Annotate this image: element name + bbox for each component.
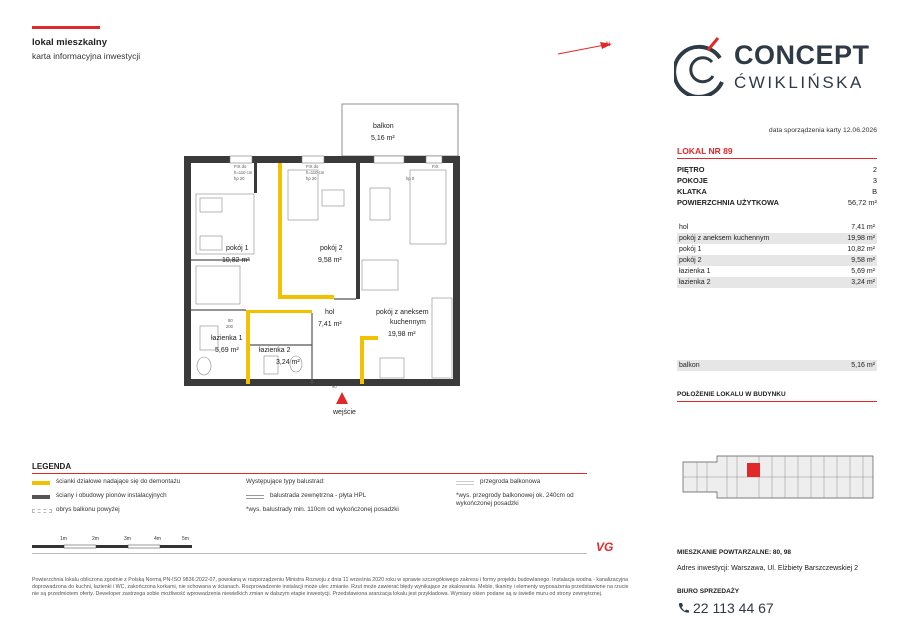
room-label: łazienka 2: [259, 347, 291, 354]
legend-swatch-railing: [246, 495, 264, 499]
legend-swatch-outline: [32, 509, 52, 513]
room-area: 19,98 m²: [388, 331, 416, 338]
window-note: hp 20: [234, 176, 245, 181]
header-accent-bar: [32, 26, 100, 29]
window-note: hp 20: [306, 176, 317, 181]
room-label: hol: [325, 309, 335, 316]
document-title: lokal mieszkalny: [32, 37, 107, 48]
phone-icon: [678, 602, 689, 614]
legend-item: Występujące typy balustrad:: [246, 478, 325, 485]
door-dimension: 200: [226, 324, 233, 329]
repeating-units: MIESZKANIE POWTARZALNE: 80, 98: [677, 549, 792, 556]
scale-label: 1m: [60, 536, 67, 542]
partition-wall: [278, 163, 282, 299]
svg-text:N: N: [606, 42, 611, 48]
vg-logo: VG: [596, 540, 614, 554]
window-note: FIX: [432, 164, 439, 169]
scale-label: 5m: [182, 536, 189, 542]
window-note: FIX do: [234, 164, 247, 169]
sofa: [410, 170, 446, 244]
partition-wall: [360, 336, 364, 384]
door-dimension: 90: [332, 384, 337, 389]
wardrobe: [196, 266, 240, 304]
entrance-label: wejście: [333, 409, 356, 416]
scale-label: 3m: [124, 536, 131, 542]
legend-item: obrys balkonu powyżej: [56, 506, 120, 513]
divider: [677, 401, 877, 402]
scale-label: 4m: [154, 536, 161, 542]
list-item: łazienka 2 3,24 m²: [679, 279, 875, 286]
room-label: balkon: [373, 123, 394, 130]
sales-office-title: BIURO SPRZEDAŻY: [677, 588, 740, 595]
balcony-outline: [342, 104, 458, 156]
door-dimension: 80: [228, 318, 233, 323]
list-item: hol 7,41 m²: [679, 224, 875, 231]
logo-word-concept: CONCEPT: [734, 40, 870, 70]
wall-interior: [254, 163, 257, 193]
sales-phone-number[interactable]: 22 113 44 67: [693, 600, 774, 616]
legend-item: balustrada zewnętrzna - płyta HPL: [270, 492, 367, 499]
wall-east: [453, 156, 460, 386]
legend-item: *wys. balustrady min. 110cm od wykończonej posadzki: [246, 506, 399, 513]
legend-item: przegroda balkonowa: [480, 478, 541, 485]
partition-wall: [250, 310, 312, 313]
legend-item: ściany i obudowy pionów instalacyjnych: [56, 492, 167, 499]
divider: [677, 158, 877, 159]
legend-swatch-dark: [32, 495, 50, 499]
legend-title: LEGENDA: [32, 462, 72, 471]
wall-south: [184, 379, 460, 386]
room-label: pokój 1: [226, 245, 249, 252]
window-note: h=110 cm: [306, 170, 325, 175]
location-title: POŁOŻENIE LOKALU W BUDYNKU: [677, 391, 786, 398]
legend-item: ścianki działowe nadające się do demontażu: [56, 478, 181, 485]
window-note: h=110 cm: [234, 170, 253, 175]
document-subtitle: karta informacyjna inwestycji: [32, 51, 141, 61]
scale-label: 2m: [92, 536, 99, 542]
window-note: FIX do: [306, 164, 319, 169]
list-item: pokój 1 10,82 m²: [679, 246, 875, 253]
list-item: pokój z aneksem kuchennym 19,98 m²: [679, 235, 875, 242]
kitchen-counter: [432, 298, 452, 378]
north-arrow-icon: [556, 38, 616, 60]
chair: [322, 190, 344, 206]
toilet: [197, 357, 211, 375]
washing-machine: [380, 358, 404, 378]
coffee-table: [370, 188, 390, 220]
wall-west: [184, 156, 191, 386]
entrance-arrow-icon: [336, 392, 348, 404]
room-area: 5,16 m²: [371, 135, 395, 142]
wall-interior: [356, 163, 360, 299]
partition-wall: [246, 310, 250, 384]
balkon-area-row: balkon 5,16 m²: [679, 362, 875, 369]
investment-address: Adres inwestycji: Warszawa, Ul. Elżbiety Barszczewskiej 2: [677, 565, 859, 572]
logo-word-city: ĆWIKLIŃSKA: [734, 73, 864, 92]
info-floor: PIĘTRO 2: [677, 165, 877, 174]
legend-item: wykończonej posadzki: [456, 500, 519, 507]
room-area-list: [677, 222, 877, 288]
divider: [32, 473, 587, 474]
card-date: data sporządzenia karty 12.06.2026: [768, 127, 877, 134]
window-note: hp 0: [406, 176, 415, 181]
info-area: POWIERZCHNIA UŻYTKOWA 56,72 m²: [677, 198, 877, 207]
floor-plan: [170, 100, 470, 430]
info-rooms: POKOJE 3: [677, 176, 877, 185]
scale-bar: [32, 537, 192, 551]
legend-swatch-yellow: [32, 481, 50, 485]
room-label: łazienka 1: [211, 335, 243, 342]
room-area: 5,69 m²: [215, 347, 239, 354]
lokal-number: LOKAL NR 89: [677, 146, 733, 156]
room-area: 9,58 m²: [318, 257, 342, 264]
room-label: pokój z aneksem: [376, 309, 429, 316]
room-area: 7,41 m²: [318, 321, 342, 328]
room-label: pokój 2: [320, 245, 343, 252]
room-area: 3,24 m²: [276, 359, 300, 366]
partition-wall: [278, 295, 334, 299]
highlighted-unit: [747, 463, 760, 477]
list-item: łazienka 1 5,69 m²: [679, 268, 875, 275]
list-item: pokój 2 9,58 m²: [679, 257, 875, 264]
legend-swatch-partition: [456, 481, 474, 485]
divider: [32, 553, 587, 554]
info-staircase: KLATKA B: [677, 187, 877, 196]
room-area: 10,82 m²: [222, 257, 250, 264]
legend-item: *wys. przegrody balkonowej ok. 240cm od: [456, 492, 574, 499]
room-label: kuchennym: [390, 319, 426, 326]
building-location-map: [677, 452, 877, 542]
footer-disclaimer: Powierzchnia lokalu obliczona zgodnie z Polską Normą PN-ISO 9836:2022-07, powołaną w rozporządzeniu Ministra Rozwoju z dnia 11 września 2020 roku w sprawie szczegółowego zakresu i formy projektu budowlanego. Instalacja wodna - kanalizacyjna doprowadzona do kuchni, łazienki i WC, zakończona korkami, nie schowana w ścianach. Rozprowadzenie instalacji może ulec zmianie. Rzut może zawierać błędy wynikające ze skalowania. Meble, tkaniny i elementy wyposażenia przedstawione na rzucie nie są przedmiotem oferty. Deweloper zastrzega sobie możliwość wprowadzenia niewielkich zmian w dalszym etapie inwestycji. Przedstawiona aranżacja lokalu jest przykładowa. Wymiary okien podane są w świetle muru od strony zewnętrznej.: [32, 577, 629, 597]
dining-table: [362, 260, 398, 290]
